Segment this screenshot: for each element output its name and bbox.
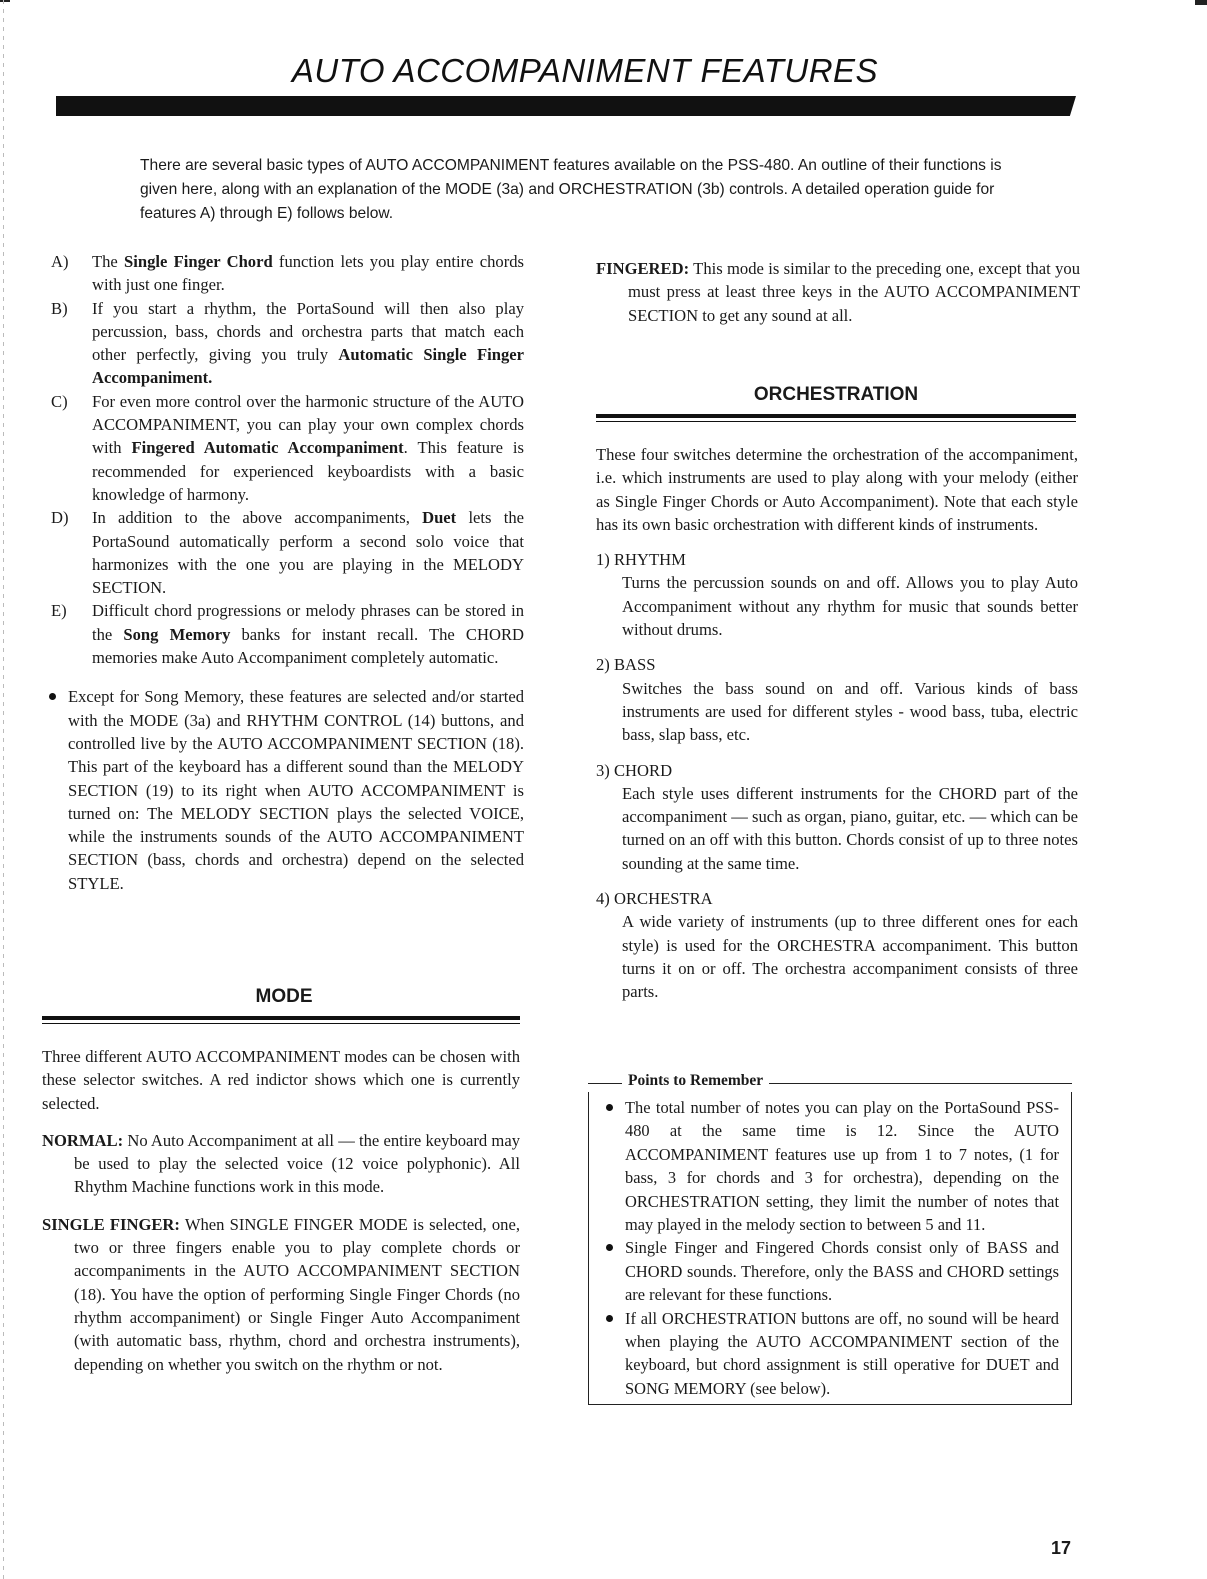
mode-heading: MODE bbox=[255, 986, 313, 1007]
page-title: AUTO ACCOMPANIMENT FEATURES bbox=[291, 52, 879, 89]
intro-paragraph: There are several basic types of AUTO ACCOMPANIMENT features available on the PSS-480. An outline of their functions is given here, along with an explanation of the MODE (3a) and ORCHESTRATION (3b) controls. A detailed operation guide for features A) through E) follows below. bbox=[140, 157, 1002, 222]
bullet-icon bbox=[606, 1244, 613, 1251]
feature-item-c: C) For even more control over the harmonic structure of the AUTO ACCOMPANIMENT, you can play your own complex chords with Fingered Automatic Accompaniment. This feature is recommended for experienced keyboardists with a basic knowledge of harmony. bbox=[51, 391, 525, 504]
feature-item-a: A) The Single Finger Chord function lets you play entire chords with just one finger. bbox=[51, 252, 524, 295]
orchestration-item-text: Each style uses different instruments for the CHORD part of the accompaniment — such as organ, piano, guitar, etc. — which can be turned on an off with this button. Chords consist of up to three notes sounding at the same time. bbox=[622, 783, 1078, 873]
mode-normal: NORMAL: No Auto Accompaniment at all — the entire keyboard may be used to play the selected voice (12 voice polyphonic). All Rhythm Machine functions work in this mode. bbox=[42, 1130, 520, 1197]
page-corner-mark bbox=[1195, 0, 1207, 5]
scan-edge bbox=[3, 0, 4, 1579]
feature-item-b: B) If you start a rhythm, the PortaSound will then also play percussion, bass, chords and orchestra parts that match each other perfectly, giving you truly Automatic Single Finger Accompaniment. bbox=[51, 298, 524, 388]
orchestration-item-orchestra bbox=[596, 887, 1078, 1003]
points-to-remember-box bbox=[588, 1072, 1072, 1405]
bullet-icon bbox=[49, 693, 56, 700]
feature-bold-term: Fingered Automatic Accompaniment bbox=[131, 438, 404, 458]
feature-item-d: D) In addition to the above accompaniments, Duet lets the PortaSound automatically perform a second solo voice that harmonizes with the one you are playing in the MELODY SECTION. bbox=[51, 508, 524, 598]
orchestration-item-text: A wide variety of instruments (up to three different ones for each style) is used for the ORCHESTRA accompaniment. This button turns it on or off. The orchestra accompaniment consists of three parts. bbox=[622, 912, 1078, 1002]
point-item: If all ORCHESTRATION buttons are off, no sound will be heard when playing the AUTO ACCOMPANIMENT section of the keyboard, but chord assignment is still operative for DUET and SONG MEMORY (see below). bbox=[603, 1307, 1059, 1401]
page-number: 17 bbox=[1050, 1538, 1071, 1558]
orchestration-item-chord bbox=[596, 759, 1078, 875]
mode-heading-rule bbox=[42, 1016, 520, 1024]
orchestration-item-bass bbox=[596, 653, 1078, 746]
bullet-icon bbox=[606, 1315, 613, 1322]
orchestration-heading-rule bbox=[596, 414, 1076, 422]
mode-normal-label: NORMAL: bbox=[42, 1130, 124, 1150]
orchestration-section bbox=[596, 443, 1078, 1004]
orchestration-item-title: 4) ORCHESTRA bbox=[596, 889, 713, 909]
feature-letter: A) bbox=[51, 252, 69, 271]
mode-section bbox=[42, 1045, 520, 1376]
feature-bold-term: Duet bbox=[422, 508, 457, 528]
points-heading: Points to Remember bbox=[622, 1072, 769, 1090]
feature-letter: B) bbox=[51, 298, 68, 318]
fingered-mode: FINGERED: This mode is similar to the preceding one, except that you must press at least three keys in the AUTO ACCOMPANIMENT SECTION to get any sound at all. bbox=[596, 259, 1080, 325]
orchestration-item-title: 3) CHORD bbox=[596, 760, 673, 780]
fingered-label: FINGERED: bbox=[596, 259, 690, 278]
left-column bbox=[46, 250, 524, 895]
orchestration-item-rhythm bbox=[596, 548, 1078, 641]
page-corner-mark bbox=[0, 0, 10, 2]
feature-letter: D) bbox=[51, 508, 69, 528]
mode-single-finger: SINGLE FINGER: When SINGLE FINGER MODE is selected, one, two or three fingers enable you to play complete chords or accompaniments in the AUTO ACCOMPANIMENT SECTION (18). You have the option of performing Single Finger Chords (no rhythm accompaniment) or Single Finger Auto Accompaniment (with automatic bass, rhythm, chord and orchestra instruments), depending on whether you switch on the rhythm or not. bbox=[42, 1214, 520, 1374]
orchestration-item-title: 1) RHYTHM bbox=[596, 550, 686, 570]
orchestration-heading: ORCHESTRATION bbox=[753, 384, 919, 405]
bullet-icon bbox=[606, 1104, 613, 1111]
point-item: Single Finger and Fingered Chords consist only of BASS and CHORD sounds. Therefore, only the BASS and CHORD settings are relevant for these functions. bbox=[603, 1236, 1059, 1306]
feature-letter: C) bbox=[51, 391, 68, 411]
orchestration-item-text: Switches the bass sound on and off. Various kinds of bass instruments are used for different styles - wood bass, tuba, electric bass, slap bass, etc. bbox=[622, 678, 1078, 745]
point-item: The total number of notes you can play on the PortaSound PSS-480 at the same time is 12. Since the AUTO ACCOMPANIMENT features use up from 1 to 7 notes, (1 for bass, 3 for chords and 3 for orchestra), depending on the ORCHESTRATION setting, they limit the number of notes that may played in the melody section to between 5 and 11. bbox=[603, 1096, 1059, 1236]
feature-note: Except for Song Memory, these features are selected and/or started with the MODE (3a) and RHYTHM CONTROL (14) buttons, and controlled live by the AUTO ACCOMPANIMENT SECTION (18). This part of the keyboard has a different sound than the MELODY SECTION (19) to its right when AUTO ACCOMPANIMENT is turned on: The MELODY SECTION plays the selected VOICE, while the instruments sounds of the AUTO ACCOMPANIMENT SECTION (bass, chords and orchestra) depend on the selected STYLE. bbox=[46, 685, 524, 895]
feature-letter: E) bbox=[51, 601, 67, 621]
mode-intro: Three different AUTO ACCOMPANIMENT modes can be chosen with these selector switches. A red indictor shows which one is currently selected. bbox=[42, 1047, 520, 1113]
feature-bold-term: Single Finger Chord bbox=[124, 252, 273, 271]
orchestration-item-title: 2) BASS bbox=[596, 655, 656, 675]
title-divider-bar bbox=[56, 96, 1076, 116]
orchestration-item-text: Turns the percussion sounds on and off. Allows you to play Auto Accompaniment without any rhythm for music that sounds better without drums. bbox=[622, 573, 1078, 640]
mode-single-label: SINGLE FINGER: bbox=[42, 1214, 180, 1234]
orchestration-intro: These four switches determine the orchestration of the accompaniment, i.e. which instruments are used to play along with your melody (either as Single Finger Chords or Auto Accompaniment). Note that each style has its own basic orchestration with different kinds of instruments. bbox=[596, 445, 1078, 534]
feature-bold-term: Song Memory bbox=[123, 624, 231, 644]
feature-item-e: E) Difficult chord progressions or melody phrases can be stored in the Song Memory banks for instant recall. The CHORD memories make Auto Accompaniment completely automatic. bbox=[51, 601, 525, 668]
feature-bold-term: Automatic Single Finger Accompaniment. bbox=[92, 345, 524, 388]
